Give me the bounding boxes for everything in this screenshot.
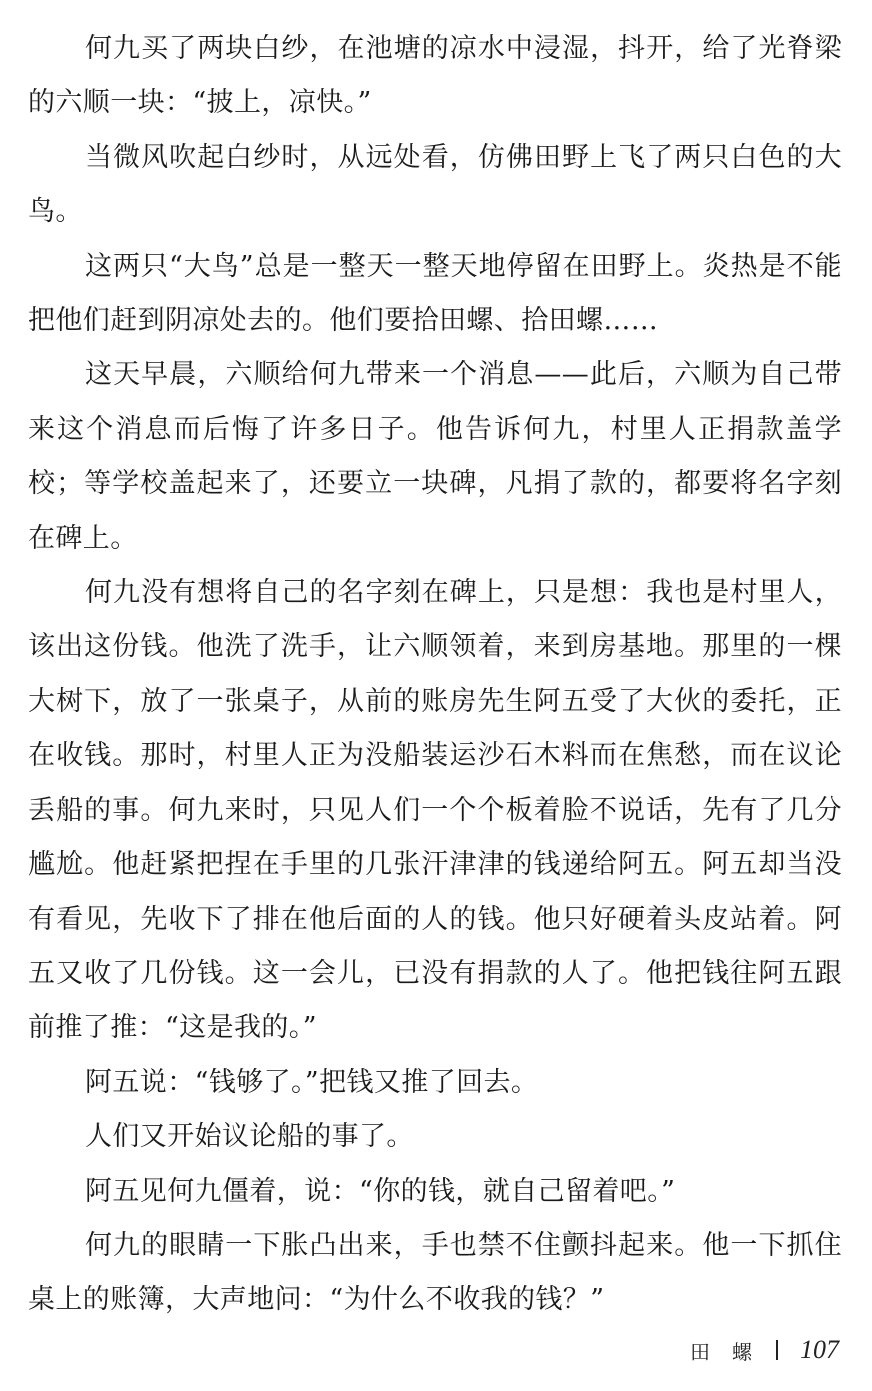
paragraph: 何九买了两块白纱，在池塘的凉水中浸湿，抖开，给了光脊梁的六顺一块：“披上，凉快。” <box>28 33 842 119</box>
paragraph: 人们又开始议论船的事了。 <box>85 1121 414 1153</box>
paragraph: 这两只“大鸟”总是一整天一整天地停留在田野上。炎热是不能把他们赶到阴凉处去的。他们要拾田螺、拾田螺…… <box>28 250 842 337</box>
paragraph: 阿五见何九僵着，说：“你的钱，就自己留着吧。” <box>85 1175 676 1207</box>
paragraph: 何九的眼睛一下胀凸出来，手也禁不住颤抖起来。他一下抓住桌上的账簿，大声地问：“为什么不收我的钱？” <box>28 1229 842 1316</box>
paragraph: 当微风吹起白纱时，从远处看，仿佛田野上飞了两只白色的大鸟。 <box>28 141 842 228</box>
running-title: 田螺 <box>690 1339 774 1364</box>
page-number: 107 <box>800 1335 839 1364</box>
page-body <box>28 22 842 1328</box>
footer-divider <box>776 1340 778 1360</box>
paragraph: 这天早晨，六顺给何九带来一个消息——此后，六顺为自己带来这个消息而后悔了许多日子。他告诉何九，村里人正捐款盖学校；等学校盖起来了，还要立一块碑，凡捐了款的，都要将名字刻在碑上。 <box>28 359 842 554</box>
page-footer <box>690 1332 839 1368</box>
paragraph: 阿五说：“钱够了。”把钱又推了回去。 <box>85 1066 539 1098</box>
paragraph: 何九没有想将自己的名字刻在碑上，只是想：我也是村里人，该出这份钱。他洗了洗手，让六顺领着，来到房基地。那里的一棵大树下，放了一张桌子，从前的账房先生阿五受了大伙的委托，正在收钱。那时，村里人正为没船装运沙石木料而在焦愁，而在议论丢船的事。何九来时，只见人们一个个板着脸不说话，先有了几分尴尬。他赶紧把捏在手里的几张汗津津的钱递给阿五。阿五却当没有看见，先收下了排在他后面的人的钱。他只好硬着头皮站着。阿五又收了几份钱。这一会儿，已没有捐款的人了。他把钱往阿五跟前推了推：“这是我的。” <box>28 577 842 1044</box>
